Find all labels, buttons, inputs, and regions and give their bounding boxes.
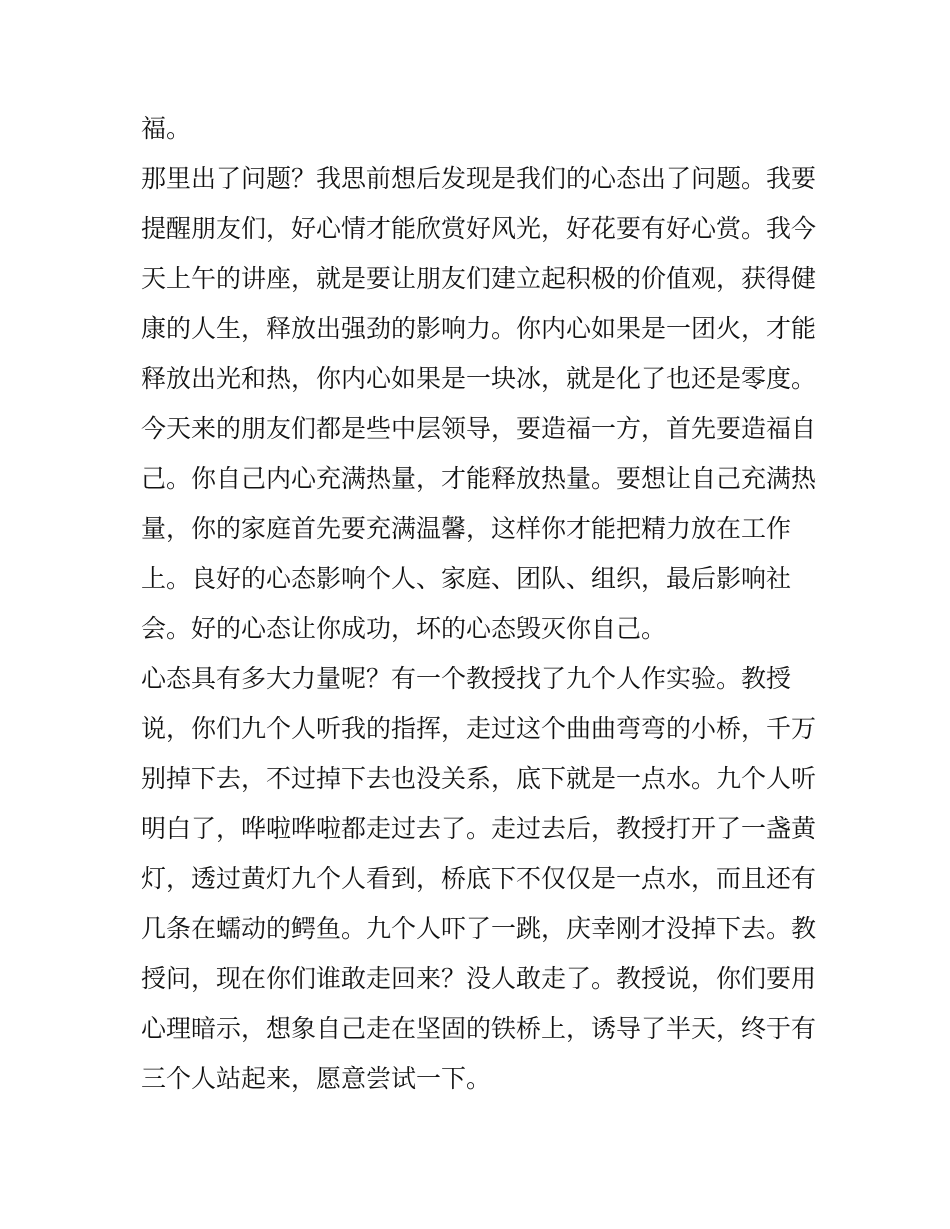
text-line: 别掉下去，不过掉下去也没关系，底下就是一点水。九个人听 bbox=[141, 764, 817, 793]
text-line: 那里出了问题？我思前想后发现是我们的心态出了问题。我要 bbox=[141, 164, 817, 193]
text-line: 康的人生，释放出强劲的影响力。你内心如果是一团火，才能 bbox=[141, 314, 817, 343]
text-line: 提醒朋友们，好心情才能欣赏好风光，好花要有好心赏。我今 bbox=[141, 214, 817, 243]
text-line: 己。你自己内心充满热量，才能释放热量。要想让自己充满热 bbox=[141, 464, 817, 493]
text-line: 几条在蠕动的鳄鱼。九个人吓了一跳，庆幸刚才没掉下去。教 bbox=[141, 914, 817, 943]
text-line: 释放出光和热，你内心如果是一块冰，就是化了也还是零度。 bbox=[141, 364, 817, 393]
body-text bbox=[141, 104, 817, 1104]
text-line: 今天来的朋友们都是些中层领导，要造福一方，首先要造福自 bbox=[141, 414, 817, 443]
text-line: 明白了，哗啦哗啦都走过去了。走过去后，教授打开了一盏黄 bbox=[141, 814, 817, 843]
text-line: 上。良好的心态影响个人、家庭、团队、组织，最后影响社 bbox=[141, 564, 792, 593]
text-line: 心理暗示，想象自己走在坚固的铁桥上，诱导了半天，终于有 bbox=[141, 1014, 817, 1043]
text-line: 会。好的心态让你成功，坏的心态毁灭你自己。 bbox=[141, 614, 667, 643]
text-line: 天上午的讲座，就是要让朋友们建立起积极的价值观，获得健 bbox=[141, 264, 817, 293]
text-line: 灯，透过黄灯九个人看到，桥底下不仅仅是一点水，而且还有 bbox=[141, 864, 817, 893]
text-line: 福。 bbox=[141, 114, 192, 143]
text-line: 三个人站起来，愿意尝试一下。 bbox=[141, 1064, 492, 1093]
text-line: 心态具有多大力量呢？有一个教授找了九个人作实验。教授 bbox=[141, 664, 792, 693]
text-line: 量，你的家庭首先要充满温馨，这样你才能把精力放在工作 bbox=[141, 514, 792, 543]
text-line: 授问，现在你们谁敢走回来？没人敢走了。教授说，你们要用 bbox=[141, 964, 817, 993]
text-line: 说，你们九个人听我的指挥，走过这个曲曲弯弯的小桥，千万 bbox=[141, 714, 817, 743]
